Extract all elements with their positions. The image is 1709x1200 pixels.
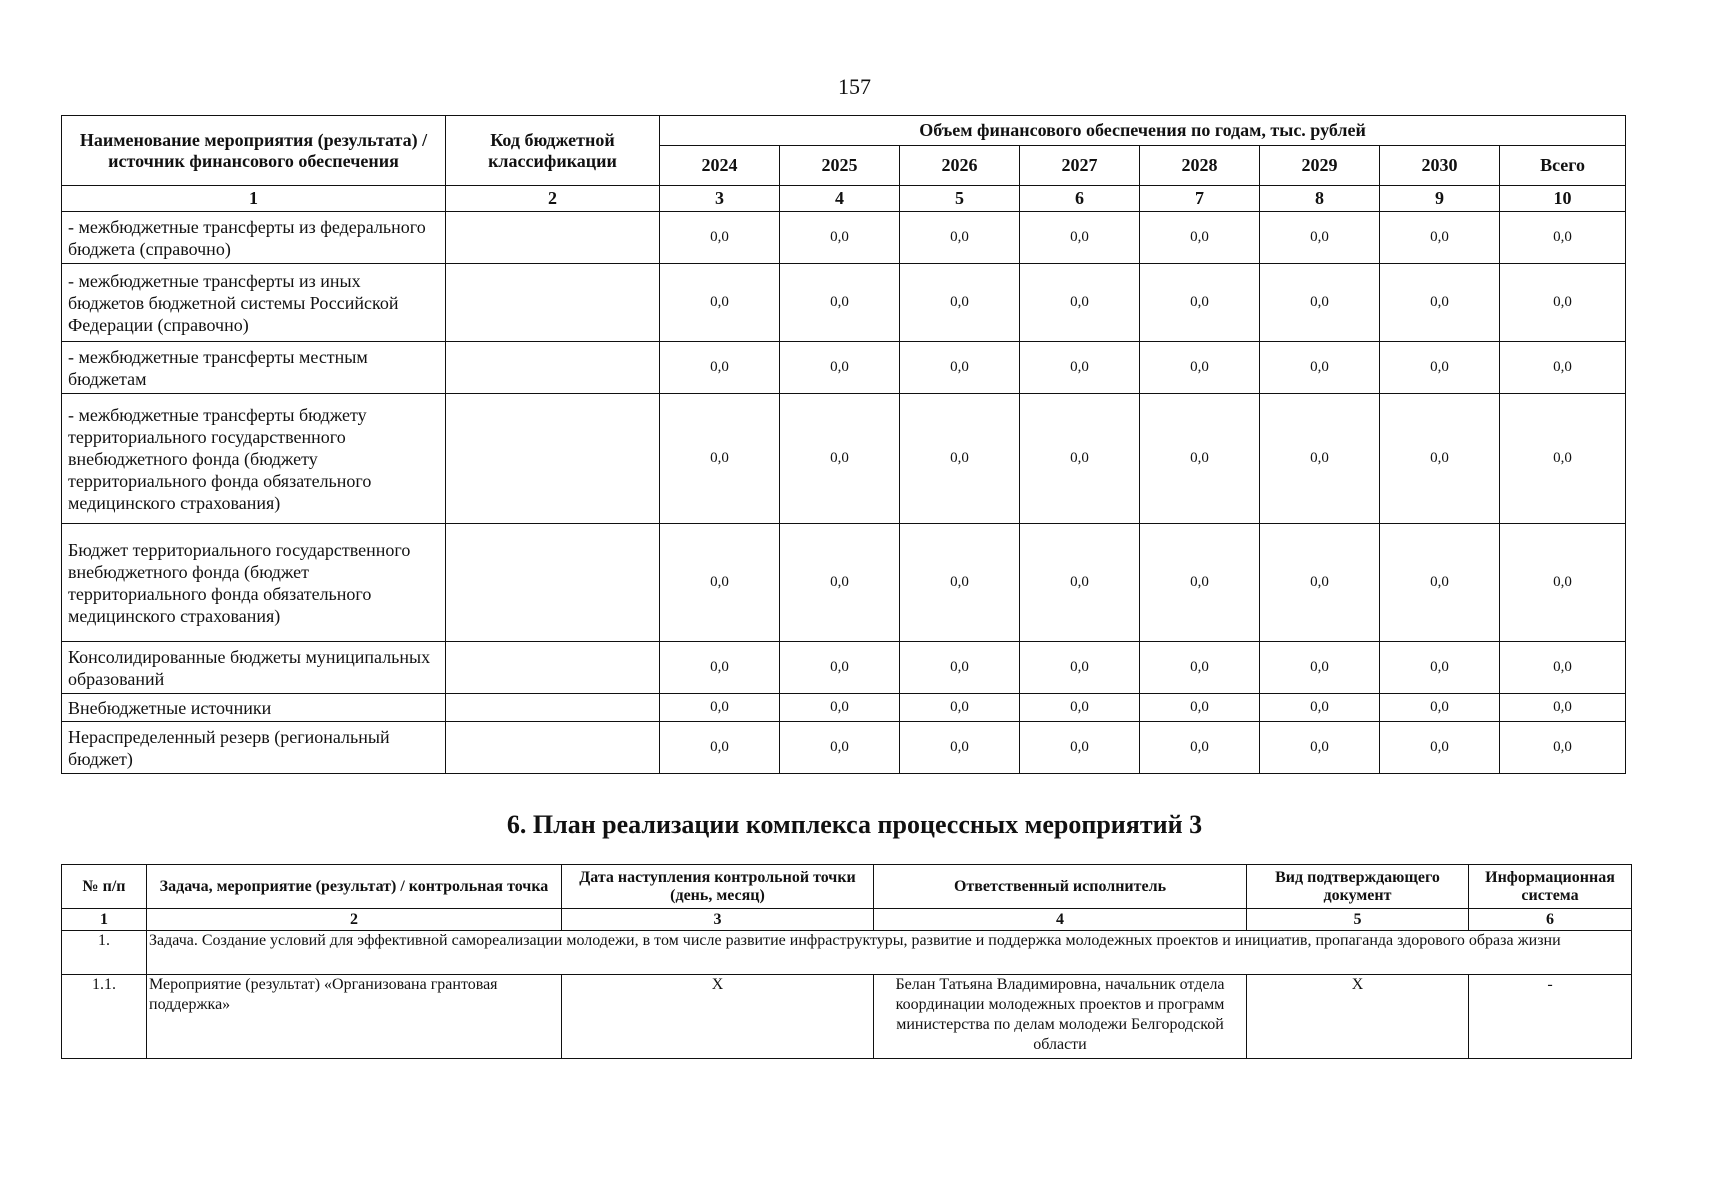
value-cell: 0,0 bbox=[660, 642, 780, 694]
row-name: Нераспределенный резерв (региональный бюджет) bbox=[62, 722, 446, 774]
table-row bbox=[62, 722, 1626, 774]
value-cell: 0,0 bbox=[1020, 342, 1140, 394]
value-cell: 0,0 bbox=[780, 342, 900, 394]
financing-table bbox=[61, 115, 1626, 774]
value-cell: 0,0 bbox=[1140, 342, 1260, 394]
value-cell: 0,0 bbox=[1380, 722, 1500, 774]
value-cell: 0,0 bbox=[1140, 694, 1260, 722]
column-number: 2 bbox=[446, 186, 660, 212]
column-number: 4 bbox=[780, 186, 900, 212]
item-document: Х bbox=[1247, 975, 1469, 1059]
value-cell: 0,0 bbox=[1140, 524, 1260, 642]
value-cell: 0,0 bbox=[900, 212, 1020, 264]
row-code bbox=[446, 694, 660, 722]
column-number: 2 bbox=[147, 909, 562, 931]
value-cell: 0,0 bbox=[780, 394, 900, 524]
value-cell: 0,0 bbox=[780, 524, 900, 642]
header-year: 2028 bbox=[1140, 146, 1260, 186]
row-code bbox=[446, 642, 660, 694]
value-cell: 0,0 bbox=[780, 264, 900, 342]
value-cell: 0,0 bbox=[1380, 394, 1500, 524]
table-row bbox=[62, 694, 1626, 722]
value-cell: 0,0 bbox=[900, 642, 1020, 694]
value-cell: 0,0 bbox=[1020, 722, 1140, 774]
value-cell: 0,0 bbox=[1380, 524, 1500, 642]
row-code bbox=[446, 264, 660, 342]
item-responsible: Белан Татьяна Владимировна, начальник отдела координации молодежных проектов и программ министерства по делам молодежи Белгородской области bbox=[874, 975, 1247, 1059]
value-cell: 0,0 bbox=[1020, 212, 1140, 264]
value-cell: 0,0 bbox=[900, 342, 1020, 394]
value-cell: 0,0 bbox=[660, 342, 780, 394]
row-code bbox=[446, 212, 660, 264]
header-name: Наименование мероприятия (результата) /источник финансового обеспечения bbox=[62, 116, 446, 186]
row-code bbox=[446, 722, 660, 774]
value-cell: 0,0 bbox=[1380, 212, 1500, 264]
column-number: 3 bbox=[660, 186, 780, 212]
value-cell: 0,0 bbox=[1260, 264, 1380, 342]
value-cell: 0,0 bbox=[1260, 342, 1380, 394]
total-cell: 0,0 bbox=[1500, 342, 1626, 394]
value-cell: 0,0 bbox=[1020, 264, 1140, 342]
page-number: 157 bbox=[838, 74, 871, 99]
task-row bbox=[62, 931, 1632, 975]
value-cell: 0,0 bbox=[900, 722, 1020, 774]
row-name: Внебюджетные источники bbox=[62, 694, 446, 722]
header-year: 2029 bbox=[1260, 146, 1380, 186]
row-name: - межбюджетные трансферты из федерального бюджета (справочно) bbox=[62, 212, 446, 264]
value-cell: 0,0 bbox=[1260, 394, 1380, 524]
value-cell: 0,0 bbox=[900, 524, 1020, 642]
table-row bbox=[62, 394, 1626, 524]
header-date: Дата наступления контрольной точки (день, месяц) bbox=[562, 865, 874, 909]
row-name: Бюджет территориального государственного внебюджетного фонда (бюджет территориального фонда обязательного медицинского страхования) bbox=[62, 524, 446, 642]
total-cell: 0,0 bbox=[1500, 394, 1626, 524]
section-title: 6. План реализации комплекса процессных мероприятий 3 bbox=[506, 810, 1203, 839]
row-code bbox=[446, 394, 660, 524]
column-number: 7 bbox=[1140, 186, 1260, 212]
column-number: 8 bbox=[1260, 186, 1380, 212]
total-cell: 0,0 bbox=[1500, 722, 1626, 774]
table-row bbox=[62, 524, 1626, 642]
value-cell: 0,0 bbox=[900, 394, 1020, 524]
item-date: Х bbox=[562, 975, 874, 1059]
item-task: Мероприятие (результат) «Организована грантовая поддержка» bbox=[147, 975, 562, 1059]
row-code bbox=[446, 524, 660, 642]
row-name: - межбюджетные трансферты местным бюджетам bbox=[62, 342, 446, 394]
header-system: Информационная система bbox=[1469, 865, 1632, 909]
value-cell: 0,0 bbox=[780, 642, 900, 694]
row-name: - межбюджетные трансферты из иных бюджетов бюджетной системы Российской Федерации (справочно) bbox=[62, 264, 446, 342]
column-number: 1 bbox=[62, 186, 446, 212]
value-cell: 0,0 bbox=[660, 524, 780, 642]
value-cell: 0,0 bbox=[660, 394, 780, 524]
row-name: - межбюджетные трансферты бюджету территориального государственного внебюджетного фонда (бюджету территориального фонда обязательного медицинского страхования) bbox=[62, 394, 446, 524]
row-code bbox=[446, 342, 660, 394]
value-cell: 0,0 bbox=[1140, 264, 1260, 342]
table-row bbox=[62, 642, 1626, 694]
total-cell: 0,0 bbox=[1500, 642, 1626, 694]
value-cell: 0,0 bbox=[660, 722, 780, 774]
header-year: 2026 bbox=[900, 146, 1020, 186]
header-year: 2030 bbox=[1380, 146, 1500, 186]
header-volume: Объем финансового обеспечения по годам, тыс. рублей bbox=[660, 116, 1626, 146]
value-cell: 0,0 bbox=[660, 212, 780, 264]
column-number: 5 bbox=[900, 186, 1020, 212]
item-row bbox=[62, 975, 1632, 1059]
value-cell: 0,0 bbox=[1020, 524, 1140, 642]
total-cell: 0,0 bbox=[1500, 264, 1626, 342]
header-document: Вид подтверждающего документ bbox=[1247, 865, 1469, 909]
value-cell: 0,0 bbox=[1260, 694, 1380, 722]
header-code: Код бюджетной классификации bbox=[446, 116, 660, 186]
header-total: Всего bbox=[1500, 146, 1626, 186]
column-number: 9 bbox=[1380, 186, 1500, 212]
task-number: 1. bbox=[62, 931, 147, 975]
value-cell: 0,0 bbox=[1140, 642, 1260, 694]
item-system: - bbox=[1469, 975, 1632, 1059]
value-cell: 0,0 bbox=[900, 264, 1020, 342]
table-row bbox=[62, 264, 1626, 342]
header-year: 2027 bbox=[1020, 146, 1140, 186]
column-number: 1 bbox=[62, 909, 147, 931]
value-cell: 0,0 bbox=[780, 694, 900, 722]
value-cell: 0,0 bbox=[1020, 394, 1140, 524]
value-cell: 0,0 bbox=[1380, 264, 1500, 342]
value-cell: 0,0 bbox=[1380, 642, 1500, 694]
value-cell: 0,0 bbox=[1020, 642, 1140, 694]
value-cell: 0,0 bbox=[780, 722, 900, 774]
row-name: Консолидированные бюджеты муниципальных образований bbox=[62, 642, 446, 694]
item-number: 1.1. bbox=[62, 975, 147, 1059]
value-cell: 0,0 bbox=[1260, 524, 1380, 642]
value-cell: 0,0 bbox=[1380, 342, 1500, 394]
value-cell: 0,0 bbox=[1380, 694, 1500, 722]
header-responsible: Ответственный исполнитель bbox=[874, 865, 1247, 909]
value-cell: 0,0 bbox=[660, 264, 780, 342]
column-number: 6 bbox=[1020, 186, 1140, 212]
total-cell: 0,0 bbox=[1500, 212, 1626, 264]
value-cell: 0,0 bbox=[1020, 694, 1140, 722]
value-cell: 0,0 bbox=[1140, 394, 1260, 524]
value-cell: 0,0 bbox=[1140, 722, 1260, 774]
column-number: 6 bbox=[1469, 909, 1632, 931]
column-number: 3 bbox=[562, 909, 874, 931]
value-cell: 0,0 bbox=[660, 694, 780, 722]
value-cell: 0,0 bbox=[1140, 212, 1260, 264]
task-text: Задача. Создание условий для эффективной самореализации молодежи, в том числе развитие инфраструктуры, развитие и поддержка молодежных проектов и инициатив, пропаганда здорового образа жизни bbox=[147, 931, 1632, 975]
column-number: 4 bbox=[874, 909, 1247, 931]
value-cell: 0,0 bbox=[1260, 212, 1380, 264]
header-num: № п/п bbox=[62, 865, 147, 909]
table-row bbox=[62, 212, 1626, 264]
value-cell: 0,0 bbox=[900, 694, 1020, 722]
column-number: 5 bbox=[1247, 909, 1469, 931]
total-cell: 0,0 bbox=[1500, 694, 1626, 722]
total-cell: 0,0 bbox=[1500, 524, 1626, 642]
column-number: 10 bbox=[1500, 186, 1626, 212]
header-task: Задача, мероприятие (результат) / контрольная точка bbox=[147, 865, 562, 909]
value-cell: 0,0 bbox=[780, 212, 900, 264]
header-year: 2025 bbox=[780, 146, 900, 186]
header-year: 2024 bbox=[660, 146, 780, 186]
value-cell: 0,0 bbox=[1260, 642, 1380, 694]
plan-table bbox=[61, 864, 1632, 1059]
value-cell: 0,0 bbox=[1260, 722, 1380, 774]
table-row bbox=[62, 342, 1626, 394]
